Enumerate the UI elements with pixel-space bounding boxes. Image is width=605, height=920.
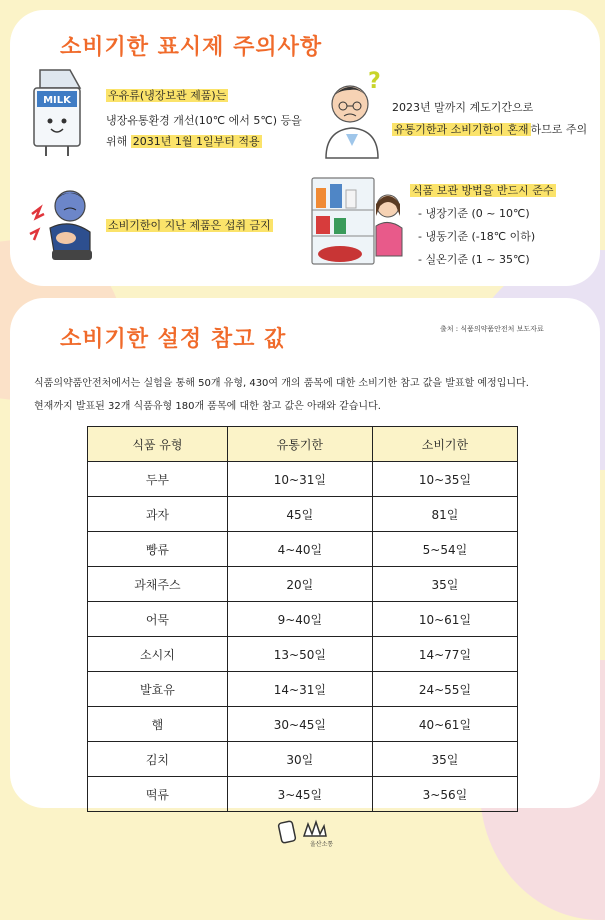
table-cell: 빵류 xyxy=(88,532,228,567)
table-cell: 35일 xyxy=(372,742,517,777)
storage-bullet-room: - 실온기준 (1 ~ 35℃) xyxy=(418,253,530,266)
description-line1: 식품의약품안전처에서는 실험을 통해 50개 유형, 430여 개의 품목에 대한 소비기한 참고 값을 발표할 예정입니다. xyxy=(34,378,529,389)
reference-table xyxy=(87,426,518,812)
milk-notice-line3: 위해 2031년 1월 1일부터 적용 xyxy=(106,135,260,148)
table-cell: 소시지 xyxy=(88,637,228,672)
table-row xyxy=(88,462,518,497)
table-cell: 10~61일 xyxy=(372,602,517,637)
column-header: 유통기한 xyxy=(227,427,372,462)
milk-notice: 우유류(냉장보관 제품)는 xyxy=(108,89,227,102)
storage-bullet-fridge: - 냉장기준 (0 ~ 10℃) xyxy=(418,207,530,220)
table-cell: 30~45일 xyxy=(227,707,372,742)
table-row xyxy=(88,497,518,532)
table-cell: 어묵 xyxy=(88,602,228,637)
table-row xyxy=(88,672,518,707)
reference-title: 소비기한 설정 참고 값 xyxy=(60,327,287,352)
table-cell: 20일 xyxy=(227,567,372,602)
table-cell: 김치 xyxy=(88,742,228,777)
table-cell: 두부 xyxy=(88,462,228,497)
table-cell: 과채주스 xyxy=(88,567,228,602)
table-cell: 10~31일 xyxy=(227,462,372,497)
notice-title: 소비기한 표시제 주의사항 xyxy=(60,35,323,60)
table-cell: 9~40일 xyxy=(227,602,372,637)
transition-notice-line1: 2023년 말까지 계도기간으로 xyxy=(392,101,534,114)
source-note: 출처 : 식품의약품안전처 보도자료 xyxy=(440,325,544,333)
storage-notice: 식품 보관 방법을 반드시 준수 xyxy=(412,184,554,197)
description-line2: 현재까지 발표된 32개 식품유형 180개 품목에 대한 참고 값은 아래와 같습니다. xyxy=(34,401,381,412)
footer-logo-text: 울산소통 xyxy=(310,841,334,848)
table-header-row xyxy=(88,427,518,462)
table-row xyxy=(88,637,518,672)
table-cell: 햄 xyxy=(88,707,228,742)
table-cell: 10~35일 xyxy=(372,462,517,497)
storage-bullet-freezer: - 냉동기준 (-18℃ 이하) xyxy=(418,230,536,243)
table-cell: 45일 xyxy=(227,497,372,532)
footer-logo-icon xyxy=(276,816,342,848)
table-cell: 발효유 xyxy=(88,672,228,707)
table-row xyxy=(88,742,518,777)
milk-carton-icon xyxy=(26,66,90,160)
table-cell: 떡류 xyxy=(88,777,228,812)
table-cell: 14~31일 xyxy=(227,672,372,707)
table-row xyxy=(88,567,518,602)
table-cell: 81일 xyxy=(372,497,517,532)
table-cell: 40~61일 xyxy=(372,707,517,742)
milk-notice-line2: 냉장유통환경 개선(10℃ 에서 5℃) 등을 xyxy=(106,114,302,127)
table-cell: 4~40일 xyxy=(227,532,372,567)
expired-warning: 소비기한이 지난 제품은 섭취 금지 xyxy=(108,219,271,232)
refrigerator-girl-icon xyxy=(310,176,406,268)
doctor-question-icon xyxy=(316,68,388,164)
table-cell: 3~56일 xyxy=(372,777,517,812)
sick-person-icon xyxy=(26,184,102,266)
transition-notice-line2: 유통기한과 소비기한이 혼재 하므로 주의 xyxy=(394,123,588,136)
table-row xyxy=(88,602,518,637)
table-cell: 35일 xyxy=(372,567,517,602)
svg-text:?: ? xyxy=(368,69,381,94)
table-cell: 과자 xyxy=(88,497,228,532)
table-cell: 30일 xyxy=(227,742,372,777)
table-cell: 13~50일 xyxy=(227,637,372,672)
table-cell: 24~55일 xyxy=(372,672,517,707)
table-cell: 3~45일 xyxy=(227,777,372,812)
table-cell: 5~54일 xyxy=(372,532,517,567)
table-cell: 14~77일 xyxy=(372,637,517,672)
table-row xyxy=(88,707,518,742)
column-header: 식품 유형 xyxy=(88,427,228,462)
table-row xyxy=(88,777,518,812)
milk-label: MILK xyxy=(43,95,71,106)
table-row xyxy=(88,532,518,567)
column-header: 소비기한 xyxy=(372,427,517,462)
